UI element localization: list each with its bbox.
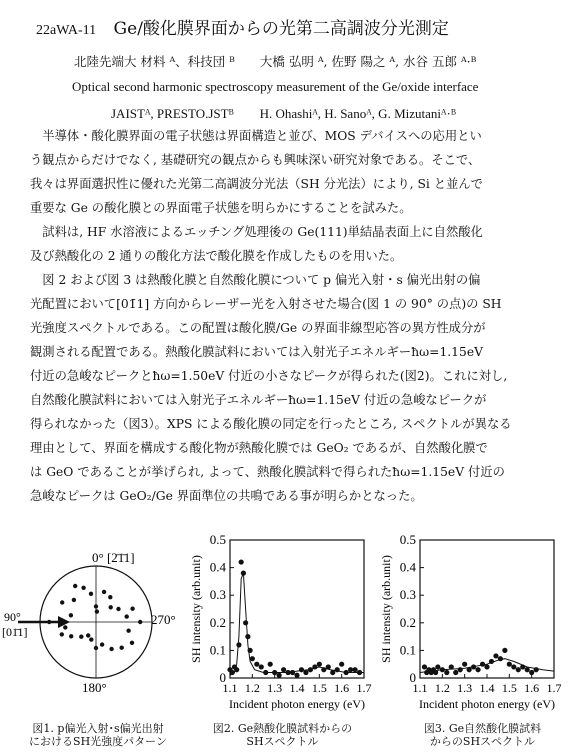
data-point	[308, 667, 313, 672]
body-line: 急峻なピークは GeO₂/Ge 界面準位の共鳴である事が明らかとなった。	[30, 489, 423, 503]
x-axis-label: Incident photon energy (eV)	[418, 697, 556, 711]
x-tick-label: 1.5	[311, 681, 327, 695]
data-point	[444, 670, 449, 675]
data-point	[467, 667, 472, 672]
data-point	[299, 667, 304, 672]
data-point	[250, 656, 255, 661]
data-point	[330, 670, 335, 675]
data-point	[321, 667, 326, 672]
data-point	[272, 670, 277, 675]
body-line: 得られなかった（図3）。XPS による酸化膜の同定を行ったところ, スペクトルが異なる	[30, 417, 512, 431]
y-tick-label: 0.4	[209, 559, 226, 575]
body-line: 自然酸化膜試料においては入射光子エネルギーħω=1.15eV 付近の急峻なピークが	[30, 393, 487, 407]
x-tick-label: 1.6	[524, 681, 540, 695]
x-tick-label: 1.4	[479, 681, 495, 695]
figure-1-caption-line-2: におけるSH光強度パターン	[29, 735, 167, 748]
polar-point	[109, 647, 113, 651]
polar-point	[120, 646, 124, 650]
body-line: 我々は界面選択性に優れた光第二高調波分光法（SH 分光法）により, Si と並んで	[30, 177, 483, 191]
y-axis-label: SH intensity (arb.unit)	[379, 555, 393, 663]
x-axis-label: Incident photon energy (eV)	[228, 697, 366, 711]
data-point	[326, 664, 331, 669]
figure-3-caption-line-1: 図3. Ge自然酸化膜試料	[423, 722, 542, 735]
data-point	[516, 667, 521, 672]
figure-2-caption	[195, 722, 370, 748]
polar-point	[138, 620, 142, 624]
body-line: 理由として、界面を構成する酸化物が熱酸化膜では GeO₂ であるが、自然酸化膜で	[30, 441, 488, 455]
data-point	[507, 662, 512, 667]
y-tick-label: 0.1	[209, 642, 226, 658]
x-tick-label: 1.5	[501, 681, 517, 695]
y-tick-label: 0.5	[209, 532, 226, 547]
polar-point	[109, 605, 113, 609]
data-point	[239, 559, 244, 564]
fig1-top-label: 0° [2̄1̄1]	[92, 550, 135, 565]
data-point	[236, 642, 241, 647]
y-tick-label: 0.3	[209, 587, 226, 603]
data-point	[357, 670, 362, 675]
figure-2-chart	[188, 532, 376, 732]
body-line: 試料は, HF 水溶液によるエッチング処理後の Ge(111)単結晶表面上に自然酸化	[30, 225, 483, 239]
figure-3-chart	[378, 532, 568, 732]
polar-point	[94, 646, 98, 650]
data-point	[493, 653, 498, 658]
x-tick-label: 1.2	[244, 681, 260, 695]
body-line: 付近の急峻なピークとħω=1.50eV 付近の小さなピークが得られた(図2)。これに対し,	[30, 369, 508, 383]
data-point	[525, 667, 530, 672]
body-line: 及び熱酸化の 2 通りの酸化方法で酸化膜を作成したものを用いた。	[30, 249, 403, 263]
data-point	[245, 634, 250, 639]
polar-point	[89, 637, 93, 641]
polar-point	[86, 633, 90, 637]
fig1-bottom-label: 180°	[82, 680, 107, 695]
data-point	[435, 664, 440, 669]
data-point	[489, 659, 494, 664]
polar-point	[79, 635, 83, 639]
polar-point	[126, 629, 130, 633]
y-tick-label: 0.5	[399, 532, 416, 547]
data-point	[254, 662, 259, 667]
data-point	[453, 670, 458, 675]
polar-point	[94, 604, 98, 608]
fig1-right-label: 270°	[151, 612, 176, 627]
fig1-left-dir: [01̄1]	[2, 625, 28, 639]
figure-3-caption-line-2: からのSHスペクトル	[429, 735, 536, 748]
body-line: 光配置において[01̄1] 方向からレーザー光を入射させた場合(図 1 の 90° の点)の SH	[30, 297, 502, 311]
y-tick-label: 0.2	[209, 614, 226, 630]
y-tick-label: 0.3	[399, 587, 416, 603]
figure-3-caption	[400, 722, 565, 748]
data-point	[241, 571, 246, 576]
data-point	[462, 662, 467, 667]
data-point	[268, 662, 273, 667]
body-line: 図 2 および図 3 は熱酸化膜と自然酸化膜について p 偏光入射・s 偏光出射の偏	[30, 273, 481, 287]
figure-1-caption	[14, 722, 182, 748]
polar-point	[125, 614, 129, 618]
data-point	[335, 667, 340, 672]
polar-point	[47, 620, 51, 624]
data-point	[529, 670, 534, 675]
data-point	[294, 673, 299, 678]
polar-point	[73, 584, 77, 588]
polar-point	[89, 592, 93, 596]
polar-point	[63, 625, 67, 629]
data-point	[458, 667, 463, 672]
figure-1-caption-line-1: 図1. p偏光入射･s偏光出射	[32, 722, 164, 735]
affiliation-en: JAISTᴬ, PRESTO.JSTᴮ H. Ohashiᴬ, H. Sanoᴬ, G. Mizutaniᴬ·ᴮ	[111, 106, 456, 121]
y-tick-label: 0	[409, 670, 416, 685]
polar-point	[69, 613, 73, 617]
affiliation-jp: 北陸先端大 材料 ᴬ、科技団 ᴮ 大橋 弘明 ᴬ, 佐野 陽之 ᴬ, 水谷 五郎 ᴬ·ᴮ	[74, 54, 477, 69]
x-tick-label: 1.7	[356, 681, 372, 695]
x-tick-label: 1.3	[457, 681, 473, 695]
figure-2-caption-line-1: 図2. Ge熱酸化膜試料からの	[212, 722, 353, 735]
polar-point	[108, 595, 112, 599]
paper-title: Ge/酸化膜界面からの光第二高調波分光測定	[113, 19, 449, 39]
data-point	[520, 664, 525, 669]
data-point	[449, 664, 454, 669]
data-point	[248, 648, 253, 653]
polar-point	[102, 590, 106, 594]
data-point	[471, 664, 476, 669]
x-tick-label: 1.4	[289, 681, 305, 695]
data-point	[348, 667, 353, 672]
polar-point	[100, 642, 104, 646]
data-point	[433, 670, 438, 675]
data-point	[303, 670, 308, 675]
data-point	[534, 667, 539, 672]
data-point	[498, 656, 503, 661]
data-point	[511, 664, 516, 669]
x-tick-label: 1.3	[267, 681, 283, 695]
body-line: 光強度スペクトルである。この配置は酸化膜/Ge の界面非線型応答の異方性成分が	[30, 321, 486, 335]
body-line: 観測される配置である。熱酸化膜試料においては入射光子エネルギーħω=1.15eV	[30, 345, 483, 359]
data-point	[230, 670, 235, 675]
x-tick-label: 1.1	[222, 681, 238, 695]
data-point	[317, 662, 322, 667]
figure-2-caption-line-2: SHスペクトル	[246, 735, 319, 748]
polar-point	[60, 600, 64, 604]
data-point	[502, 648, 507, 653]
y-tick-label: 0	[219, 670, 226, 685]
data-point	[259, 664, 264, 669]
data-point	[339, 662, 344, 667]
polar-point	[81, 586, 85, 590]
data-point	[475, 667, 480, 672]
polar-point	[116, 607, 120, 611]
paper-title-en: Optical second harmonic spectroscopy measurement of the Ge/oxide interface	[72, 79, 479, 94]
x-tick-label: 1.6	[334, 681, 350, 695]
polar-point	[69, 634, 73, 638]
x-tick-label: 1.7	[546, 681, 562, 695]
y-tick-label: 0.2	[399, 614, 416, 630]
data-point	[480, 662, 485, 667]
data-point	[277, 673, 282, 678]
data-point	[281, 667, 286, 672]
plot-frame	[420, 540, 554, 678]
polar-point	[60, 632, 64, 636]
body-line: う観点からだけでなく, 基礎研究の観点からも興味深い研究対象である。そこで、	[30, 153, 481, 167]
data-point	[263, 670, 268, 675]
data-point	[243, 620, 248, 625]
data-point	[352, 667, 357, 672]
data-point	[440, 667, 445, 672]
x-tick-label: 1.2	[434, 681, 450, 695]
data-point	[285, 670, 290, 675]
data-point	[422, 664, 427, 669]
polar-point	[130, 641, 134, 645]
y-tick-label: 0.4	[399, 559, 416, 575]
paper-id: 22aWA-11	[36, 23, 97, 38]
y-axis-label: SH intensity (arb.unit)	[189, 555, 203, 663]
body-line: は GeO であることが挙げられ, よって、熱酸化膜試料で得られたħω=1.15eV 付近の	[30, 465, 505, 479]
polar-point	[95, 609, 99, 613]
polar-point	[130, 607, 134, 611]
body-line: 半導体・酸化膜界面の電子状態は界面構造と並び、MOS デバイスへの応用とい	[30, 129, 482, 143]
plot-frame	[230, 540, 364, 678]
polar-point	[72, 598, 76, 602]
y-tick-label: 0.1	[399, 642, 416, 658]
data-point	[312, 664, 317, 669]
data-point	[484, 664, 489, 669]
data-point	[344, 670, 349, 675]
body-line: 重要な Ge の酸化膜との界面電子状態を明らかにすることを試みた。	[30, 201, 412, 215]
data-point	[234, 667, 239, 672]
fig1-left-deg: 90°	[4, 610, 21, 624]
x-tick-label: 1.1	[412, 681, 428, 695]
data-point	[290, 670, 295, 675]
